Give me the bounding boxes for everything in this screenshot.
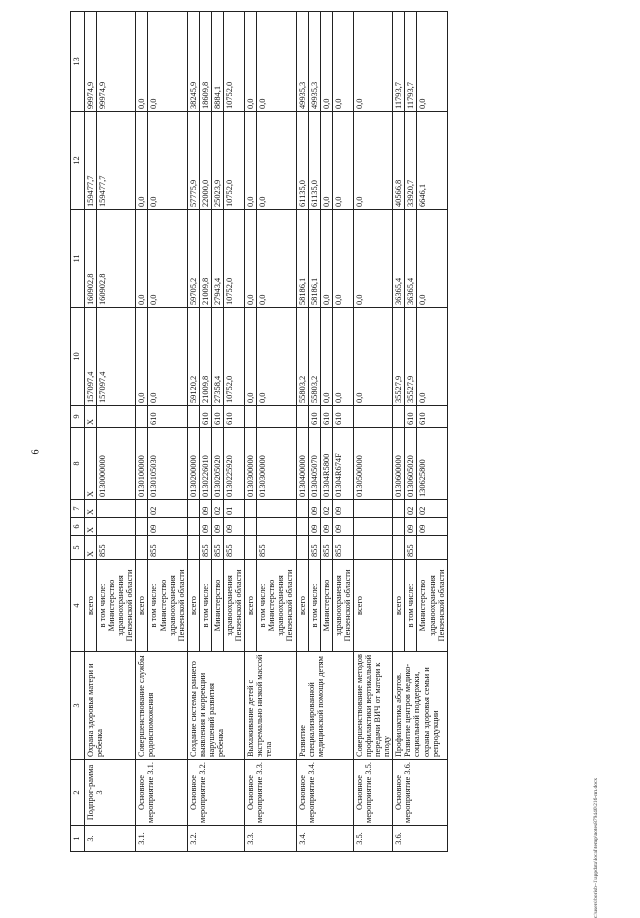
value-cell-c11: 58186,1 bbox=[308, 210, 320, 308]
row-name: Основное мероприятие 3.6. bbox=[393, 760, 447, 826]
value-cell-c11: 58186,1 bbox=[296, 210, 308, 308]
value-cell-c12: 40566,8 bbox=[393, 112, 405, 210]
value-cell-c13: 8884,1 bbox=[211, 12, 223, 112]
value-cell-c11: 160902,8 bbox=[97, 210, 136, 308]
value-cell-c8: 0130000000 bbox=[97, 428, 136, 500]
value-cell-c7 bbox=[257, 500, 296, 518]
col-header-1: 1 bbox=[71, 826, 85, 852]
table-row bbox=[353, 12, 392, 852]
value-cell-c10: 157097,4 bbox=[85, 308, 97, 406]
value-cell-c9: 610 bbox=[332, 406, 353, 428]
value-cell-c11: 0,0 bbox=[332, 210, 353, 308]
col-header-9: 9 bbox=[71, 406, 85, 428]
value-cell-c13: 0,0 bbox=[320, 12, 332, 112]
table-row bbox=[85, 12, 97, 852]
value-cell-c6: 09 bbox=[405, 518, 417, 536]
footer-file-path: c:\users\borisb~1\appdata\local\temp\notes879440\216-пп.docx bbox=[593, 777, 599, 918]
value-cell-c7 bbox=[245, 500, 257, 518]
value-cell-c12: 0,0 bbox=[353, 112, 392, 210]
col-header-11: 11 bbox=[71, 210, 85, 308]
col-header-12: 12 bbox=[71, 112, 85, 210]
value-cell-c8: 0130226010 bbox=[199, 428, 211, 500]
value-cell-c11: 0,0 bbox=[353, 210, 392, 308]
row-description: Совершенствование методов профилактики вертикальной передачи ВИЧ от матери к плоду bbox=[353, 652, 392, 760]
value-cell-c5 bbox=[136, 536, 148, 560]
value-cell-c5: 855 bbox=[199, 536, 211, 560]
value-cell-c7: 09 bbox=[308, 500, 320, 518]
value-cell-c11: 36365,4 bbox=[405, 210, 417, 308]
table-row bbox=[187, 12, 199, 852]
value-cell-c10: 27358,4 bbox=[211, 308, 223, 406]
table-row bbox=[393, 12, 405, 852]
value-cell-c6 bbox=[257, 518, 296, 536]
value-cell-c5: X bbox=[85, 536, 97, 560]
row-name: Основное мероприятие 3.3. bbox=[245, 760, 296, 826]
value-cell-c9: 610 bbox=[405, 406, 417, 428]
recipient-cell: в том числе: bbox=[405, 560, 417, 652]
value-cell-c12: 61135,0 bbox=[296, 112, 308, 210]
value-cell-c9 bbox=[393, 406, 405, 428]
value-cell-c10: 0,0 bbox=[417, 308, 447, 406]
value-cell-c12: 33920,7 bbox=[405, 112, 417, 210]
value-cell-c6: 09 bbox=[224, 518, 245, 536]
value-cell-c7: 02 bbox=[405, 500, 417, 518]
value-cell-c9: 610 bbox=[320, 406, 332, 428]
value-cell-c5: 855 bbox=[224, 536, 245, 560]
value-cell-c8: 0130225920 bbox=[224, 428, 245, 500]
recipient-cell: Министерство bbox=[211, 560, 223, 652]
value-cell-c12: 0,0 bbox=[136, 112, 148, 210]
value-cell-c13: 49935,3 bbox=[296, 12, 308, 112]
row-number: 3.5. bbox=[353, 826, 392, 852]
value-cell-c11: 10752,0 bbox=[224, 210, 245, 308]
value-cell-c12: 57775,9 bbox=[187, 112, 199, 210]
value-cell-c8: X bbox=[85, 428, 97, 500]
value-cell-c6: 09 bbox=[417, 518, 447, 536]
value-cell-c9: 610 bbox=[308, 406, 320, 428]
value-cell-c13: 0,0 bbox=[245, 12, 257, 112]
row-number: 3.2. bbox=[187, 826, 244, 852]
value-cell-c11: 0,0 bbox=[320, 210, 332, 308]
value-cell-c6: 09 bbox=[211, 518, 223, 536]
value-cell-c6 bbox=[296, 518, 308, 536]
row-name: Основное мероприятие 3.5. bbox=[353, 760, 392, 826]
value-cell-c9: X bbox=[85, 406, 97, 428]
value-cell-c5: 855 bbox=[405, 536, 417, 560]
value-cell-c7: 02 bbox=[148, 500, 187, 518]
value-cell-c9 bbox=[136, 406, 148, 428]
row-description: Совершенствование службы родовспоможения bbox=[136, 652, 187, 760]
value-cell-c11: 0,0 bbox=[257, 210, 296, 308]
value-cell-c9 bbox=[245, 406, 257, 428]
recipient-cell: всего bbox=[296, 560, 308, 652]
value-cell-c13: 99974,9 bbox=[97, 12, 136, 112]
value-cell-c5: 855 bbox=[211, 536, 223, 560]
value-cell-c7: 01 bbox=[224, 500, 245, 518]
row-number: 3.4. bbox=[296, 826, 353, 852]
value-cell-c10: 0,0 bbox=[245, 308, 257, 406]
value-cell-c11: 59705,2 bbox=[187, 210, 199, 308]
recipient-cell: в том числе: Министерство здравоохранения Пензенской области bbox=[148, 560, 187, 652]
value-cell-c7 bbox=[393, 500, 405, 518]
recipient-cell: в том числе: Министерство здравоохранения Пензенской области bbox=[97, 560, 136, 652]
row-name: Основное мероприятие 3.4. bbox=[296, 760, 353, 826]
value-cell-c13: 0,0 bbox=[148, 12, 187, 112]
value-cell-c9: 610 bbox=[224, 406, 245, 428]
value-cell-c10: 55803,2 bbox=[296, 308, 308, 406]
table-row bbox=[136, 12, 148, 852]
value-cell-c13: 0,0 bbox=[136, 12, 148, 112]
recipient-cell: всего bbox=[245, 560, 257, 652]
recipient-cell: всего bbox=[85, 560, 97, 652]
value-cell-c12: 25023,9 bbox=[211, 112, 223, 210]
row-number: 3.6. bbox=[393, 826, 447, 852]
value-cell-c9: 610 bbox=[148, 406, 187, 428]
value-cell-c8: 0130205020 bbox=[211, 428, 223, 500]
value-cell-c8: 01304R674F bbox=[332, 428, 353, 500]
value-cell-c8: 0130405070 bbox=[308, 428, 320, 500]
value-cell-c8: 0130200000 bbox=[187, 428, 199, 500]
value-cell-c10: 35527,9 bbox=[405, 308, 417, 406]
recipient-cell: всего bbox=[187, 560, 199, 652]
value-cell-c12: 159477,7 bbox=[85, 112, 97, 210]
value-cell-c12: 0,0 bbox=[257, 112, 296, 210]
value-cell-c8: 0130105030 bbox=[148, 428, 187, 500]
recipient-cell: Министерство здравоохранения Пензенской области bbox=[417, 560, 447, 652]
recipient-cell: всего bbox=[353, 560, 392, 652]
value-cell-c11: 0,0 bbox=[417, 210, 447, 308]
value-cell-c10: 0,0 bbox=[320, 308, 332, 406]
col-header-13: 13 bbox=[71, 12, 85, 112]
row-number: 3. bbox=[85, 826, 136, 852]
value-cell-c9 bbox=[296, 406, 308, 428]
value-cell-c13: 0,0 bbox=[332, 12, 353, 112]
row-description: Охрана здоровья матери и ребенка bbox=[85, 652, 136, 760]
value-cell-c6: X bbox=[85, 518, 97, 536]
value-cell-c12: 22000,0 bbox=[199, 112, 211, 210]
value-cell-c8: 0130100000 bbox=[136, 428, 148, 500]
value-cell-c11: 27943,4 bbox=[211, 210, 223, 308]
recipient-cell: в том числе: bbox=[199, 560, 211, 652]
row-description: Профилактика абортов. Развитие центров медико-социальной поддержки, охраны здоровья семьи и репродукции bbox=[393, 652, 447, 760]
col-header-2: 2 bbox=[71, 760, 85, 826]
value-cell-c11: 0,0 bbox=[136, 210, 148, 308]
value-cell-c5 bbox=[245, 536, 257, 560]
value-cell-c5: 855 bbox=[320, 536, 332, 560]
value-cell-c7: 02 bbox=[211, 500, 223, 518]
recipient-cell: всего bbox=[393, 560, 405, 652]
value-cell-c11: 160902,8 bbox=[85, 210, 97, 308]
value-cell-c13: 49935,3 bbox=[308, 12, 320, 112]
value-cell-c12: 0,0 bbox=[245, 112, 257, 210]
value-cell-c11: 36365,4 bbox=[393, 210, 405, 308]
value-cell-c5: 855 bbox=[97, 536, 136, 560]
value-cell-c7 bbox=[97, 500, 136, 518]
row-description: Выхаживание детей с экстремально низкой массой тела bbox=[245, 652, 296, 760]
value-cell-c6 bbox=[97, 518, 136, 536]
value-cell-c5: 855 bbox=[332, 536, 353, 560]
value-cell-c13: 18609,8 bbox=[199, 12, 211, 112]
value-cell-c6 bbox=[136, 518, 148, 536]
row-name: Подпрог-рамма 3 bbox=[85, 760, 136, 826]
value-cell-c12: 0,0 bbox=[320, 112, 332, 210]
value-cell-c7: 02 bbox=[320, 500, 332, 518]
value-cell-c12: 6646,1 bbox=[417, 112, 447, 210]
value-cell-c10: 0,0 bbox=[136, 308, 148, 406]
header-row bbox=[71, 12, 85, 852]
col-header-5: 5 bbox=[71, 536, 85, 560]
value-cell-c10: 55803,2 bbox=[308, 308, 320, 406]
value-cell-c9 bbox=[257, 406, 296, 428]
row-description: Развитие специализированной медицинской помощи детям bbox=[296, 652, 353, 760]
value-cell-c6 bbox=[187, 518, 199, 536]
value-cell-c6: 09 bbox=[148, 518, 187, 536]
value-cell-c12: 0,0 bbox=[148, 112, 187, 210]
value-cell-c5 bbox=[353, 536, 392, 560]
col-header-6: 6 bbox=[71, 518, 85, 536]
recipient-cell: в том числе: bbox=[308, 560, 320, 652]
value-cell-c6: 09 bbox=[199, 518, 211, 536]
row-name: Основное мероприятие 3.1. bbox=[136, 760, 187, 826]
value-cell-c8: 01304R5800 bbox=[320, 428, 332, 500]
value-cell-c11: 0,0 bbox=[148, 210, 187, 308]
value-cell-c12: 159477,7 bbox=[97, 112, 136, 210]
value-cell-c10: 35527,9 bbox=[393, 308, 405, 406]
budget-table bbox=[70, 11, 448, 852]
row-description: Создание системы раннего выявления и коррекции нарушений развития ребенка bbox=[187, 652, 244, 760]
value-cell-c6 bbox=[393, 518, 405, 536]
value-cell-c12: 61135,0 bbox=[308, 112, 320, 210]
value-cell-c13: 11793,7 bbox=[405, 12, 417, 112]
value-cell-c13: 11793,7 bbox=[393, 12, 405, 112]
value-cell-c9 bbox=[97, 406, 136, 428]
value-cell-c13: 0,0 bbox=[417, 12, 447, 112]
value-cell-c8: 130625800 bbox=[417, 428, 447, 500]
value-cell-c8: 0130300000 bbox=[245, 428, 257, 500]
value-cell-c9: 610 bbox=[417, 406, 447, 428]
value-cell-c8: 0130500000 bbox=[353, 428, 392, 500]
value-cell-c7 bbox=[353, 500, 392, 518]
row-number: 3.1. bbox=[136, 826, 187, 852]
value-cell-c5: 855 bbox=[148, 536, 187, 560]
col-header-10: 10 bbox=[71, 308, 85, 406]
value-cell-c13: 10752,0 bbox=[224, 12, 245, 112]
page-number: 6 bbox=[30, 449, 42, 455]
value-cell-c9 bbox=[187, 406, 199, 428]
value-cell-c8: 0130300000 bbox=[257, 428, 296, 500]
value-cell-c6: 09 bbox=[308, 518, 320, 536]
row-number: 3.3. bbox=[245, 826, 296, 852]
value-cell-c6: 09 bbox=[332, 518, 353, 536]
value-cell-c11: 0,0 bbox=[245, 210, 257, 308]
recipient-cell: здравоохранения Пензенской области bbox=[224, 560, 245, 652]
row-name: Основное мероприятие 3.2. bbox=[187, 760, 244, 826]
value-cell-c10: 59120,2 bbox=[187, 308, 199, 406]
value-cell-c8: 0130600000 bbox=[393, 428, 405, 500]
value-cell-c9: 610 bbox=[211, 406, 223, 428]
value-cell-c13: 99974,9 bbox=[85, 12, 97, 112]
value-cell-c10: 21009,8 bbox=[199, 308, 211, 406]
value-cell-c7: 02 bbox=[417, 500, 447, 518]
value-cell-c7 bbox=[296, 500, 308, 518]
col-header-4: 4 bbox=[71, 560, 85, 652]
recipient-cell: всего bbox=[136, 560, 148, 652]
table-row bbox=[245, 12, 257, 852]
budget-table-rotated bbox=[70, 32, 605, 852]
value-cell-c9 bbox=[353, 406, 392, 428]
value-cell-c7: X bbox=[85, 500, 97, 518]
value-cell-c13: 0,0 bbox=[353, 12, 392, 112]
value-cell-c8: 0130605020 bbox=[405, 428, 417, 500]
value-cell-c6: 09 bbox=[320, 518, 332, 536]
value-cell-c10: 0,0 bbox=[353, 308, 392, 406]
value-cell-c10: 0,0 bbox=[332, 308, 353, 406]
value-cell-c10: 10752,0 bbox=[224, 308, 245, 406]
value-cell-c5 bbox=[296, 536, 308, 560]
value-cell-c7: 09 bbox=[199, 500, 211, 518]
value-cell-c7 bbox=[136, 500, 148, 518]
recipient-cell: Министерство bbox=[320, 560, 332, 652]
value-cell-c5: 855 bbox=[308, 536, 320, 560]
table-body bbox=[85, 12, 448, 852]
recipient-cell: здравоохранения Пензенской области bbox=[332, 560, 353, 652]
value-cell-c10: 0,0 bbox=[257, 308, 296, 406]
value-cell-c12: 0,0 bbox=[332, 112, 353, 210]
table-row bbox=[296, 12, 308, 852]
col-header-3: 3 bbox=[71, 652, 85, 760]
value-cell-c10: 157097,4 bbox=[97, 308, 136, 406]
recipient-cell: в том числе: Министерство здравоохранения Пензенской области bbox=[257, 560, 296, 652]
value-cell-c9: 610 bbox=[199, 406, 211, 428]
value-cell-c5: 855 bbox=[257, 536, 296, 560]
value-cell-c13: 38245,9 bbox=[187, 12, 199, 112]
value-cell-c5 bbox=[417, 536, 447, 560]
col-header-7: 7 bbox=[71, 500, 85, 518]
value-cell-c7 bbox=[187, 500, 199, 518]
value-cell-c8: 0130400000 bbox=[296, 428, 308, 500]
value-cell-c5 bbox=[187, 536, 199, 560]
value-cell-c10: 0,0 bbox=[148, 308, 187, 406]
value-cell-c6 bbox=[353, 518, 392, 536]
value-cell-c12: 10752,0 bbox=[224, 112, 245, 210]
value-cell-c7: 09 bbox=[332, 500, 353, 518]
value-cell-c6 bbox=[245, 518, 257, 536]
value-cell-c11: 21009,8 bbox=[199, 210, 211, 308]
col-header-8: 8 bbox=[71, 428, 85, 500]
value-cell-c13: 0,0 bbox=[257, 12, 296, 112]
value-cell-c5 bbox=[393, 536, 405, 560]
